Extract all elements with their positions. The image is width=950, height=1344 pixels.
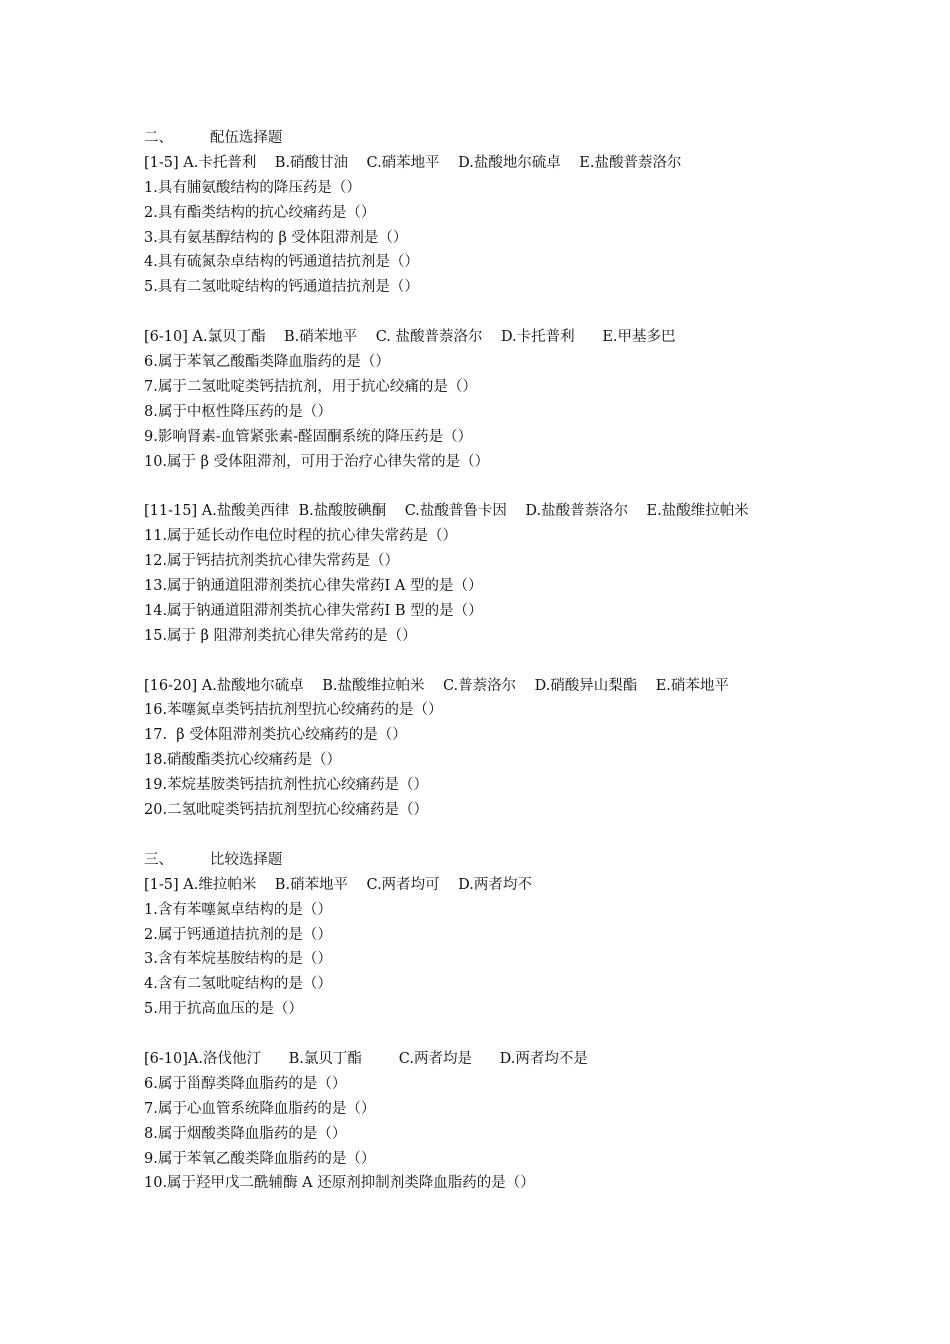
question-item: 6.属于苯氧乙酸酯类降血脂药的是（） [144,354,390,371]
question-group [144,873,844,1022]
question-item: 9.影响肾素-血管紧张素-醛固酮系统的降压药是（） [144,428,473,445]
question-item: 13.属于钠通道阻滞剂类抗心律失常药Ⅰ A 型的是（） [144,578,483,595]
question-item: 11.属于延长动作电位时程的抗心律失常药是（） [144,528,458,545]
question-item: 8.属于烟酸类降血脂药的是（） [144,1125,347,1142]
spacer [144,300,844,325]
question-item: 1.含有苯噻氮卓结构的是（） [144,901,332,918]
spacer [144,1022,844,1047]
question-group [144,1047,844,1196]
question-item: 9.属于苯氧乙酸类降血脂药的是（） [144,1150,376,1167]
option-line: [11-15] A.盐酸美西律 B.盐酸胺碘酮 C.盐酸普鲁卡因 D.盐酸普萘洛尔 E.盐酸维拉帕米 [144,503,749,520]
spacer [144,474,844,499]
question-item: 5.用于抗高血压的是（） [144,1001,303,1018]
question-item: 10.属于羟甲戊二酰辅酶 A 还原剂抑制剂类降血脂药的是（） [144,1175,535,1192]
question-item: 19.苯烷基胺类钙拮抗剂性抗心绞痛药是（） [144,777,429,794]
question-item: 2.属于钙通道拮抗剂的是（） [144,926,332,943]
question-item: 4.具有硫氮杂卓结构的钙通道拮抗剂是（） [144,254,419,271]
question-item: 20.二氢吡啶类钙拮抗剂型抗心绞痛药是（） [144,802,429,819]
section-heading-matching: 二、 配伍选择题 [144,130,283,146]
document-body [144,126,844,1196]
option-line: [1-5] A.维拉帕米 B.硝苯地平 C.两者均可 D.两者均不 [144,876,532,893]
question-item: 12.属于钙拮抗剂类抗心律失常药是（） [144,553,400,570]
option-line: [6-10]A.洛伐他汀 B.氯贝丁酯 C.两者均是 D.两者均不是 [144,1050,588,1067]
question-group [144,499,844,648]
option-line: [1-5] A.卡托普利 B.硝酸甘油 C.硝苯地平 D.盐酸地尔硫卓 E.盐酸普萘洛尔 [144,154,682,171]
question-item: 8.属于中枢性降压药的是（） [144,403,332,420]
question-item: 14.属于钠通道阻滞剂类抗心律失常药Ⅰ B 型的是（） [144,602,483,619]
question-item: 17. β 受体阻滞剂类抗心绞痛药的是（） [144,727,407,744]
question-group [144,674,844,823]
question-item: 4.含有二氢吡啶结构的是（） [144,976,332,993]
question-item: 6.属于甾醇类降血脂药的是（） [144,1075,347,1092]
question-item: 3.具有氨基醇结构的 β 受体阻滞剂是（） [144,229,408,246]
question-item: 7.属于心血管系统降血脂药的是（） [144,1100,376,1117]
question-item: 1.具有脯氨酸结构的降压药是（） [144,179,361,196]
option-line: [16-20] A.盐酸地尔硫卓 B.盐酸维拉帕米 C.普萘洛尔 D.硝酸异山梨酯 E.硝苯地平 [144,677,729,694]
question-group [144,151,844,300]
spacer [144,823,844,848]
question-item: 10.属于 β 受体阻滞剂，可用于治疗心律失常的是（） [144,453,490,470]
section-heading-comparison: 三、 比较选择题 [144,851,283,868]
question-item: 7.属于二氢吡啶类钙拮抗剂，用于抗心绞痛的是（） [144,378,477,395]
question-item: 16.苯噻氮卓类钙拮抗剂型抗心绞痛药的是（） [144,702,443,719]
question-item: 15.属于 β 阻滞剂类抗心律失常药的是（） [144,627,417,644]
question-item: 2.具有酯类结构的抗心绞痛药是（） [144,204,376,221]
question-item: 3.含有苯烷基胺结构的是（） [144,951,332,968]
spacer [144,649,844,674]
option-line: [6-10] A.氯贝丁酯 B.硝苯地平 C. 盐酸普萘洛尔 D.卡托普利 E.甲基多巴 [144,329,676,346]
question-group [144,325,844,474]
question-item: 18.硝酸酯类抗心绞痛药是（） [144,752,342,769]
question-item: 5.具有二氢吡啶结构的钙通道拮抗剂是（） [144,279,419,296]
